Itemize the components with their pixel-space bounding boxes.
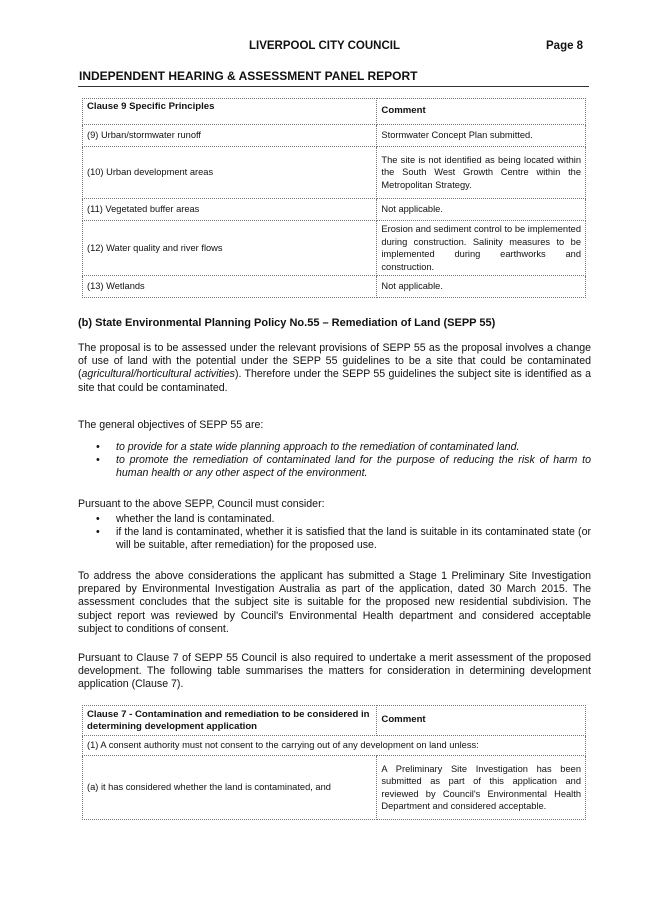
report-title: INDEPENDENT HEARING & ASSESSMENT PANEL REPORT [79, 69, 418, 83]
principle-cell: (12) Water quality and river flows [83, 221, 377, 276]
considerations-intro: Pursuant to the above SEPP, Council must consider: [78, 498, 325, 510]
clause-7-table [82, 705, 586, 820]
council-name: LIVERPOOL CITY COUNCIL [249, 40, 401, 52]
table-row [83, 199, 586, 221]
table-header-clause: Clause 7 - Contamination and remediation to be considered in determining development application [83, 706, 377, 736]
comment-cell: Not applicable. [377, 199, 586, 221]
table-row [83, 756, 586, 820]
objectives-list [78, 441, 591, 481]
table-row [83, 125, 586, 147]
comment-cell: Stormwater Concept Plan submitted. [377, 125, 586, 147]
table-row [83, 147, 586, 199]
principle-cell: (10) Urban development areas [83, 147, 377, 199]
clause-cell: (a) it has considered whether the land is contaminated, and [83, 756, 377, 820]
clause-9-table [82, 98, 586, 298]
paragraph-proposal: The proposal is to be assessed under the relevant provisions of SEPP 55 as the proposal involves a change of use of land with the potential under the SEPP 55 guidelines to be a site that could be contaminated (agricultural/horticultural activities). Therefore under the SEPP 55 guidelines the subject site is identified as a site that could be contaminated. [78, 342, 591, 394]
list-item: • to promote the remediation of contaminated land for the purpose of reducing the risk of harm to human health or any other aspect of the environment. [96, 454, 591, 480]
table-header-comment: Comment [377, 706, 586, 736]
header-rule [78, 86, 589, 87]
list-item: • to provide for a state wide planning approach to the remediation of contaminated land. [96, 441, 520, 453]
table-header-principles: Clause 9 Specific Principles [83, 99, 377, 125]
comment-cell: Not applicable. [377, 276, 586, 298]
principle-cell: (9) Urban/stormwater runoff [83, 125, 377, 147]
comment-cell: A Preliminary Site Investigation has been submitted as part of this application and reviewed by Council's Environmental Health Department and considered acceptable. [377, 756, 586, 820]
table-row [83, 221, 586, 276]
span-row-cell: (1) A consent authority must not consent to the carrying out of any development on land unless: [83, 736, 586, 756]
objectives-intro: The general objectives of SEPP 55 are: [78, 419, 264, 431]
principle-cell: (13) Wetlands [83, 276, 377, 298]
table-row [83, 276, 586, 298]
considerations-list [78, 513, 591, 553]
list-item: • whether the land is contaminated. [96, 513, 275, 525]
principle-cell: (11) Vegetated buffer areas [83, 199, 377, 221]
list-item: • if the land is contaminated, whether it is satisfied that the land is suitable in its contaminated state (or will be suitable, after remediation) for the proposed use. [96, 526, 591, 552]
paragraph-clause-7: Pursuant to Clause 7 of SEPP 55 Council is also required to undertake a merit assessment of the proposed development. The following table summarises the matters for consideration in determining development application (Clause 7). [78, 652, 591, 691]
comment-cell: The site is not identified as being located within the South West Growth Centre within the Metropolitan Strategy. [377, 147, 586, 199]
comment-cell: Erosion and sediment control to be implemented during construction. Salinity measures to be implemented during earthworks and construction. [377, 221, 586, 276]
table-row [83, 736, 586, 756]
section-heading: (b) State Environmental Planning Policy No.55 – Remediation of Land (SEPP 55) [78, 317, 496, 329]
table-header-comment: Comment [377, 99, 586, 125]
paragraph-investigation: To address the above considerations the applicant has submitted a Stage 1 Preliminary Site Investigation prepared by Environmental Investigation Australia as part of the application, dated 30 March 2015. The assessment concludes that the subject site is suitable for the proposed new residential subdivision. The subject report was reviewed by Council's Environmental Health department and considered acceptable subject to conditions of consent. [78, 570, 591, 635]
page-number: Page 8 [546, 40, 584, 52]
